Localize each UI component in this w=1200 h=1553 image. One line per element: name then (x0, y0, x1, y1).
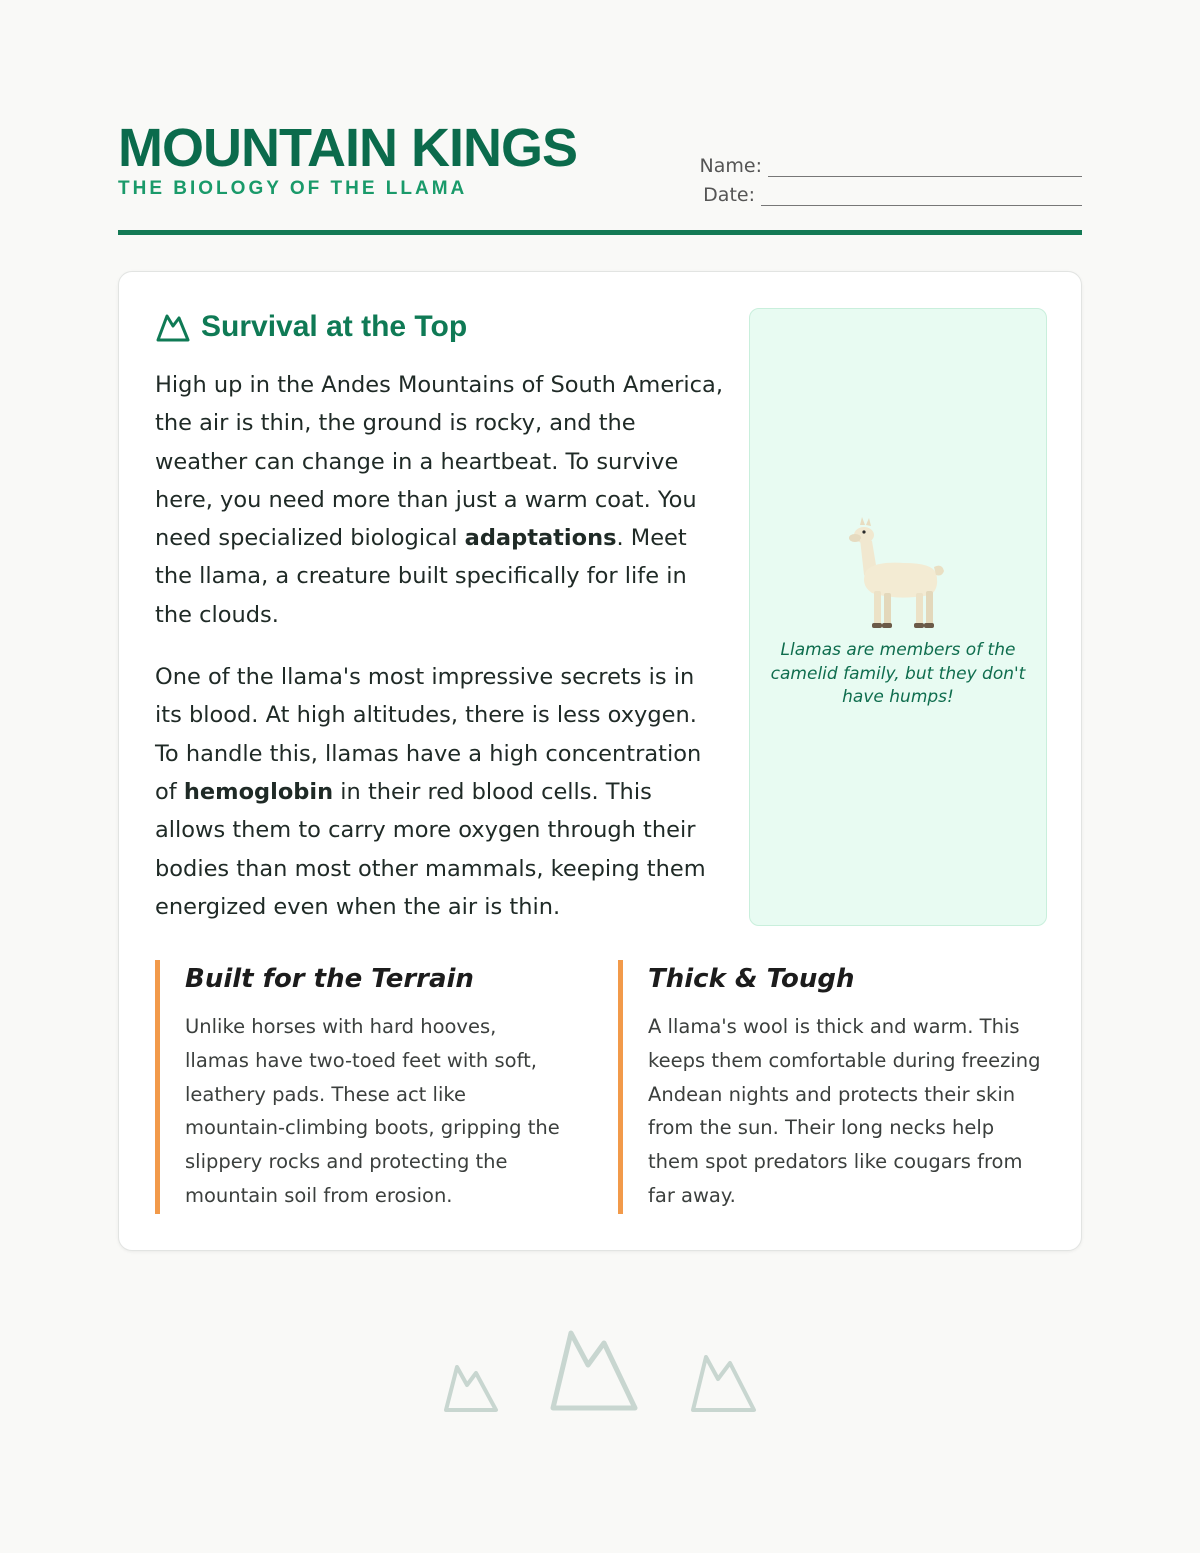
page-subtitle: THE BIOLOGY OF THE LLAMA (118, 178, 468, 199)
large-mountain-icon (553, 1333, 635, 1408)
small-mountain-icon (446, 1367, 496, 1410)
text-run: High up in the Andes Mountains of South America, the air is thin, the ground is rocky, and the weather can change in a heartbeat. To survive here, you need more than just a warm coat. You need specialized biological (155, 372, 723, 552)
name-line[interactable] (768, 160, 1082, 177)
content-card (118, 271, 1082, 1251)
key-term: adaptations (464, 525, 617, 552)
fact-caption: Llamas are members of the camelid family, but they don't have humps! (770, 640, 1026, 707)
mountain-icon (155, 311, 191, 343)
llama-illustration (846, 515, 950, 633)
blood-paragraph (155, 658, 725, 926)
small-mountain-icon (693, 1357, 754, 1410)
header-divider (118, 230, 1082, 235)
callout-terrain (155, 960, 565, 1214)
date-line[interactable] (761, 189, 1082, 206)
fact-box (749, 308, 1047, 926)
text-run: One of the llama's most impressive secrets is in its blood. At high altitudes, there is less oxygen. To handle this, llamas have a high concentration of (155, 664, 702, 805)
footer-mountains-decoration (440, 1325, 760, 1420)
section-header (155, 310, 467, 344)
key-term: hemoglobin (183, 778, 334, 805)
text-run: . Meet the llama, a creature built specifically for life in the clouds. (155, 525, 687, 628)
main-text (155, 366, 725, 950)
name-label: Name: (699, 155, 762, 177)
section-title: Survival at the Top (201, 310, 468, 343)
page-title: MOUNTAIN KINGS (118, 118, 577, 178)
callout-title: Thick & Tough (648, 964, 855, 994)
worksheet-header (118, 118, 1082, 236)
callout-wool (618, 960, 1048, 1214)
callout-body: Unlike horses with hard hooves, llamas have two-toed feet with soft, leathery pads. These act like mountain-climbing boots, gripping the slippery rocks and protecting the mountain soil from erosion. (185, 1015, 560, 1207)
callout-title: Built for the Terrain (185, 964, 474, 994)
student-fields (692, 148, 1082, 206)
callout-body: A llama's wool is thick and warm. This keeps them comfortable during freezing Andean nights and protects their skin from the sun. Their long necks help them spot predators like cougars from far away. (648, 1015, 1041, 1207)
text-run: in their red blood cells. This allows them to carry more oxygen through their bodies than most other mammals, keeping them energized even when the air is thin. (155, 778, 706, 920)
date-label: Date: (703, 184, 755, 206)
name-field[interactable] (692, 148, 1082, 177)
date-field[interactable] (692, 177, 1082, 206)
intro-paragraph (155, 366, 725, 634)
